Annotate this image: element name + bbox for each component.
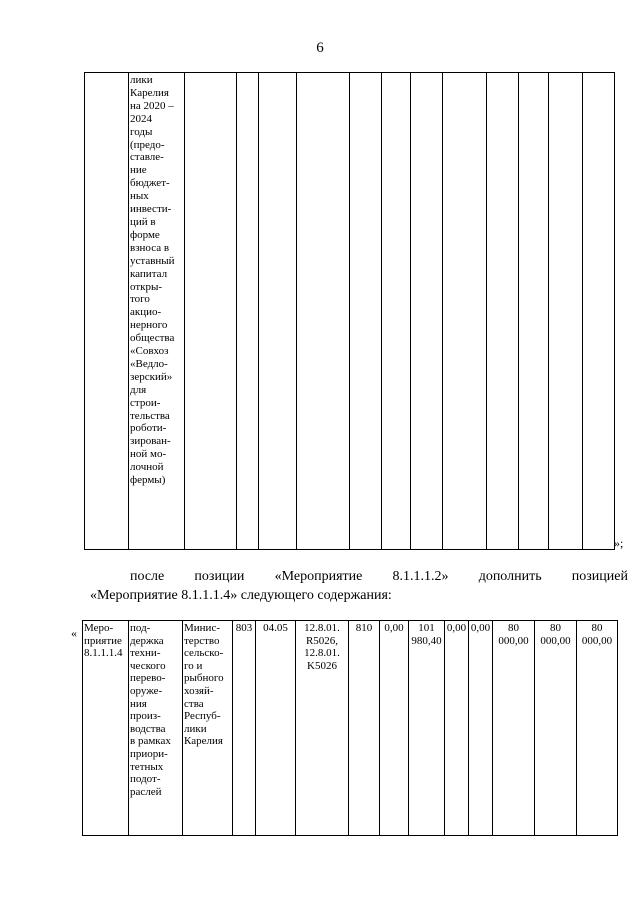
table-cell <box>519 73 549 550</box>
table-cell <box>185 73 237 550</box>
cell-text-line: произ- <box>130 710 161 723</box>
cell-text-line: Минис- <box>184 622 220 634</box>
cell-text-line: 2024 <box>130 112 152 125</box>
table-cell <box>382 73 411 550</box>
cell-text-line: на 2020 – <box>130 99 174 112</box>
measure-description-cell <box>129 621 183 836</box>
cell-text-line: Карелия <box>184 735 223 748</box>
cell-text-line: фермы) <box>130 474 166 487</box>
cell-text-line: подот- <box>130 773 161 786</box>
value-cell: 0,00 <box>380 621 409 836</box>
cell-text-line: общества <box>130 332 175 345</box>
value-cell <box>577 621 618 836</box>
cell-text-line: ных <box>130 190 149 203</box>
cell-text-line: 12.8.01. <box>304 622 340 634</box>
cell-text-line: под- <box>130 622 151 634</box>
new-measure-table <box>82 620 618 836</box>
cell-text-line: перево- <box>130 672 166 685</box>
cell-text-line: го и <box>184 659 203 672</box>
cell-text-line: ния <box>130 697 147 710</box>
cell-text-line: форме <box>130 228 160 241</box>
cell-text-line: лики <box>130 74 153 86</box>
cell-text-line: ческого <box>130 659 166 672</box>
cell-text-line: ние <box>130 164 147 177</box>
cell-text-line: держка <box>130 634 164 647</box>
cell-text-line: уставный <box>130 254 175 267</box>
cell-text-line: для <box>130 383 147 396</box>
cell-text-line: ства <box>184 697 204 710</box>
cell-text-line: приори- <box>130 747 168 760</box>
table-cell <box>259 73 297 550</box>
cell-text-line: 80 <box>508 622 519 634</box>
cell-text-line: «Ведло- <box>130 357 168 370</box>
table-cell <box>85 73 129 550</box>
cell-text-line: строи- <box>130 396 161 409</box>
table-row <box>85 73 615 550</box>
table-cell <box>549 73 583 550</box>
cell-text-line: бюджет- <box>130 177 170 190</box>
cell-text-line: 000,00 <box>498 634 529 647</box>
table-row <box>83 621 618 836</box>
table-cell <box>237 73 259 550</box>
cell-text-line: 80 <box>591 622 603 634</box>
rzpr-cell: 04.05 <box>256 621 296 836</box>
executor-cell <box>183 621 233 836</box>
cell-text-line: тельства <box>130 409 170 422</box>
table-cell <box>443 73 487 550</box>
cell-text-line: ций в <box>130 215 156 228</box>
cell-text-line: в рамках <box>130 735 171 748</box>
cell-text-line: 000,00 <box>540 634 571 647</box>
cell-text-line: тетных <box>130 760 164 773</box>
table-cell <box>487 73 519 550</box>
cell-text-line: «Совхоз <box>130 345 169 358</box>
cell-text-line: Респуб- <box>184 710 221 723</box>
cell-text-line: 80 <box>550 622 561 634</box>
cell-text-line: техни- <box>130 647 161 660</box>
paragraph-line: «Мероприятие 8.1.1.1.4» следующего содержания: <box>90 588 392 603</box>
cell-text-line: Меро- <box>84 622 114 634</box>
cell-text-line: терство <box>184 634 220 647</box>
value-cell: 0,00 <box>445 621 469 836</box>
cell-text-line: взноса в <box>130 241 170 254</box>
cell-text-line: акцио- <box>130 306 162 319</box>
cell-text-line: ной мо- <box>130 448 167 461</box>
cell-text-line: капитал <box>130 267 168 280</box>
closing-quote-mark: »; <box>614 536 624 550</box>
table-cell <box>297 73 350 550</box>
cell-text-line: рыбного <box>184 672 224 685</box>
continuation-table <box>84 72 615 550</box>
cell-text-line: нерного <box>130 319 168 332</box>
value-cell <box>493 621 535 836</box>
grbs-cell: 803 <box>233 621 256 836</box>
cell-text-line: оруже- <box>130 684 163 697</box>
cell-text-line: 980,40 <box>411 634 442 647</box>
cell-text-line: роботи- <box>130 422 167 435</box>
cell-text-line: того <box>130 293 150 306</box>
value-cell <box>409 621 445 836</box>
cell-text-line: лики <box>184 722 207 735</box>
csr-cell <box>296 621 349 836</box>
amendment-paragraph <box>90 567 628 605</box>
cell-text-line: приятие <box>84 634 122 647</box>
cell-text-line: раслей <box>130 785 162 798</box>
page-number: 6 <box>316 40 324 56</box>
value-cell <box>535 621 577 836</box>
cell-text-line: сельско- <box>184 647 224 660</box>
measure-name-cell <box>83 621 129 836</box>
cell-text-line: зерский» <box>130 370 173 383</box>
table-cell <box>411 73 443 550</box>
cell-text-line: хозяй- <box>184 684 214 697</box>
measure-description-cell <box>129 73 185 550</box>
cell-text-line: водства <box>130 722 166 735</box>
vr-cell: 810 <box>349 621 380 836</box>
value-cell: 0,00 <box>469 621 493 836</box>
cell-text-line: годы <box>130 125 153 138</box>
cell-text-line: лочной <box>130 461 164 474</box>
cell-text-line: 000,00 <box>581 634 613 647</box>
cell-text-line: ставле- <box>130 151 164 164</box>
cell-text-line: зирован- <box>130 435 171 448</box>
cell-text-line: 12.8.01. <box>304 647 340 660</box>
opening-quote-mark: « <box>71 626 77 640</box>
cell-text-line: K5026 <box>307 659 337 672</box>
table-cell <box>350 73 382 550</box>
paragraph-line: после позиции «Мероприятие 8.1.1.1.2» дополнить позицией <box>130 569 628 584</box>
cell-text-line: R5026, <box>305 634 339 647</box>
cell-text-line: (предо- <box>130 138 165 151</box>
cell-text-line: 8.1.1.1.4 <box>84 647 123 660</box>
cell-text-line: инвести- <box>130 203 172 216</box>
cell-text-line: откры- <box>130 280 163 293</box>
table-cell <box>583 73 615 550</box>
cell-text-line: 101 <box>418 622 435 634</box>
cell-text-line: Карелия <box>130 86 169 99</box>
